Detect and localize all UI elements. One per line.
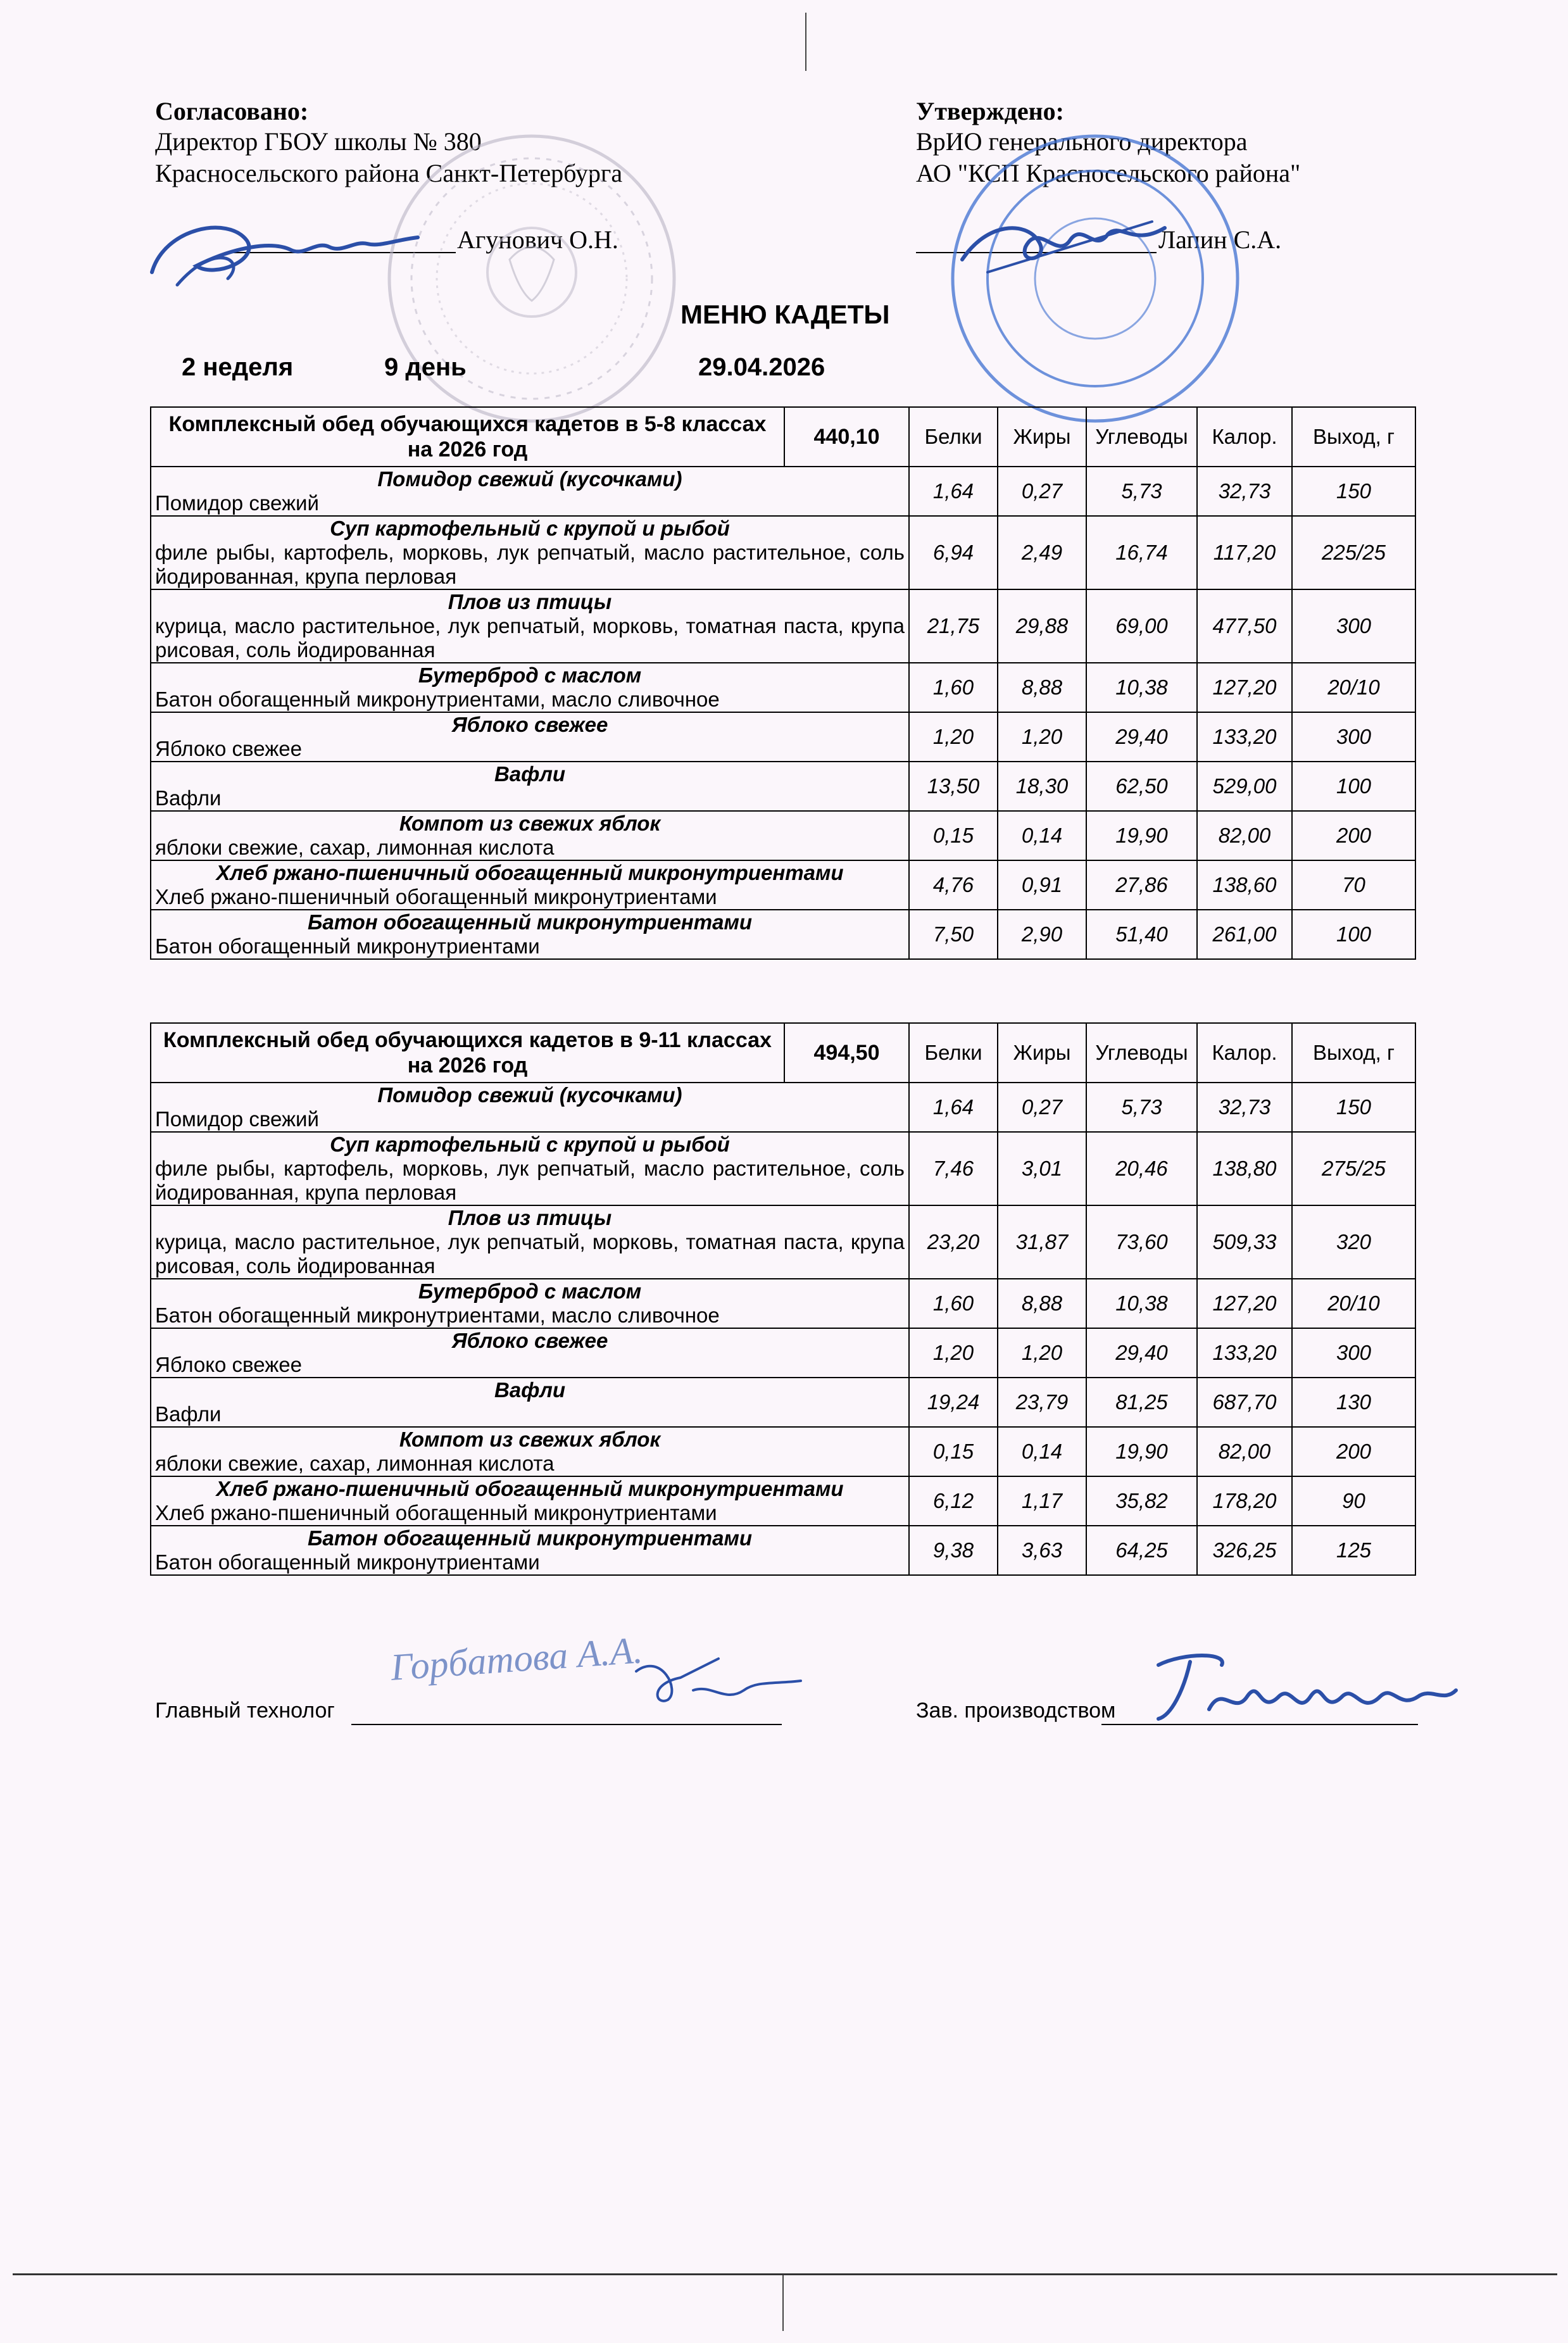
- table-row: [151, 712, 1415, 762]
- cell-carbs: 19,90: [1086, 1427, 1197, 1476]
- technologist-name-stamp: Горбатова А.А.: [389, 1629, 644, 1688]
- col-calories: Калор.: [1197, 1023, 1292, 1083]
- col-yield: Выход, г: [1292, 407, 1415, 467]
- production-manager-label: Зав. производством: [916, 1699, 1116, 1723]
- cell-carbs: 81,25: [1086, 1378, 1197, 1427]
- cell-proteins: 1,64: [909, 1083, 998, 1132]
- col-fats: Жиры: [998, 1023, 1086, 1083]
- dish-name: Помидор свежий (кусочками): [377, 1083, 682, 1107]
- cell-carbs: 27,86: [1086, 860, 1197, 910]
- dish-cell: [151, 1279, 909, 1328]
- cell-carbs: 10,38: [1086, 663, 1197, 712]
- dish-name: Суп картофельный с крупой и рыбой: [330, 1133, 730, 1156]
- cell-fats: 23,79: [998, 1378, 1086, 1427]
- dish-ingredients: яблоки свежие, сахар, лимонная кислота: [155, 836, 555, 859]
- cell-calories: 127,20: [1197, 1279, 1292, 1328]
- col-proteins: Белки: [909, 1023, 998, 1083]
- cell-carbs: 16,74: [1086, 516, 1197, 589]
- cell-proteins: 4,76: [909, 860, 998, 910]
- dish-ingredients: Вафли: [155, 1402, 222, 1426]
- cell-yield: 300: [1292, 589, 1415, 663]
- table-price: 494,50: [784, 1023, 909, 1083]
- cell-carbs: 64,25: [1086, 1526, 1197, 1575]
- table-row: [151, 1083, 1415, 1132]
- dish-cell: [151, 589, 909, 663]
- cell-carbs: 73,60: [1086, 1205, 1197, 1279]
- dish-ingredients: Батон обогащенный микронутриентами: [155, 934, 540, 958]
- dish-ingredients: Яблоко свежее: [155, 737, 302, 760]
- cell-proteins: 1,60: [909, 1279, 998, 1328]
- cell-carbs: 69,00: [1086, 589, 1197, 663]
- cell-fats: 29,88: [998, 589, 1086, 663]
- dish-cell: [151, 1526, 909, 1575]
- scan-mark-top: [805, 13, 806, 71]
- cell-carbs: 20,46: [1086, 1132, 1197, 1205]
- director-signature: [139, 203, 430, 298]
- cell-proteins: 13,50: [909, 762, 998, 811]
- cell-carbs: 51,40: [1086, 910, 1197, 959]
- table-row: [151, 1205, 1415, 1279]
- cell-yield: 100: [1292, 762, 1415, 811]
- cell-proteins: 0,15: [909, 811, 998, 860]
- table-row: [151, 1427, 1415, 1476]
- dish-ingredients: Батон обогащенный микронутриентами: [155, 1550, 540, 1574]
- cell-calories: 326,25: [1197, 1526, 1292, 1575]
- cell-carbs: 62,50: [1086, 762, 1197, 811]
- cell-yield: 150: [1292, 1083, 1415, 1132]
- dish-name: Батон обогащенный микронутриентами: [307, 910, 753, 934]
- table-row: [151, 1476, 1415, 1526]
- dish-ingredients: Помидор свежий: [155, 1107, 319, 1131]
- dish-name: Бутерброд с маслом: [418, 663, 642, 687]
- dish-cell: [151, 712, 909, 762]
- cell-proteins: 0,15: [909, 1427, 998, 1476]
- cell-fats: 31,87: [998, 1205, 1086, 1279]
- dish-ingredients: Хлеб ржано-пшеничный обогащенный микронутриентами: [155, 885, 717, 908]
- technologist-signature: [624, 1646, 813, 1716]
- table-row: [151, 516, 1415, 589]
- cell-fats: 1,20: [998, 1328, 1086, 1378]
- col-carbs: Углеводы: [1086, 1023, 1197, 1083]
- dish-ingredients: Хлеб ржано-пшеничный обогащенный микронутриентами: [155, 1501, 717, 1524]
- table-row: [151, 1279, 1415, 1328]
- dish-ingredients: Яблоко свежее: [155, 1353, 302, 1376]
- dish-ingredients: Батон обогащенный микронутриентами, масло сливочное: [155, 688, 720, 711]
- table-title: Комплексный обед обучающихся кадетов в 9-11 классах на 2026 год: [151, 1023, 784, 1083]
- table-price: 440,10: [784, 407, 909, 467]
- col-carbs: Углеводы: [1086, 407, 1197, 467]
- cell-yield: 225/25: [1292, 516, 1415, 589]
- cell-calories: 127,20: [1197, 663, 1292, 712]
- dish-ingredients: Помидор свежий: [155, 491, 319, 515]
- approval-right-line2: АО "КСП Красносельского района": [916, 159, 1301, 187]
- cell-proteins: 7,50: [909, 910, 998, 959]
- table-row: [151, 860, 1415, 910]
- dish-name: Яблоко свежее: [451, 1329, 608, 1352]
- dish-ingredients: филе рыбы, картофель, морковь, лук репчатый, масло растительное, соль йодированная, крупа перловая: [155, 541, 905, 588]
- cell-proteins: 6,12: [909, 1476, 998, 1526]
- cell-fats: 3,01: [998, 1132, 1086, 1205]
- table-row: [151, 1526, 1415, 1575]
- cell-calories: 687,70: [1197, 1378, 1292, 1427]
- approval-right-line1: ВрИО генерального директора: [916, 127, 1248, 156]
- dish-cell: [151, 762, 909, 811]
- cell-calories: 32,73: [1197, 1083, 1292, 1132]
- cell-yield: 20/10: [1292, 1279, 1415, 1328]
- cell-proteins: 1,20: [909, 712, 998, 762]
- cell-yield: 100: [1292, 910, 1415, 959]
- cell-proteins: 6,94: [909, 516, 998, 589]
- cell-fats: 3,63: [998, 1526, 1086, 1575]
- table-row: [151, 762, 1415, 811]
- cell-yield: 300: [1292, 712, 1415, 762]
- approval-left-line2: Красносельского района Санкт-Петербурга: [155, 159, 623, 187]
- scan-border-bottom: [13, 2273, 1557, 2275]
- cell-yield: 20/10: [1292, 663, 1415, 712]
- approval-left-line1: Директор ГБОУ школы № 380: [155, 127, 482, 156]
- cell-calories: 178,20: [1197, 1476, 1292, 1526]
- col-proteins: Белки: [909, 407, 998, 467]
- cell-proteins: 19,24: [909, 1378, 998, 1427]
- cell-yield: 200: [1292, 1427, 1415, 1476]
- scan-mark-bottom: [782, 2274, 784, 2331]
- dish-cell: [151, 1083, 909, 1132]
- cell-carbs: 29,40: [1086, 1328, 1197, 1378]
- menu-table-grades-9-11: [150, 1022, 1416, 1576]
- dish-cell: [151, 1205, 909, 1279]
- dish-name: Хлеб ржано-пшеничный обогащенный микронутриентами: [216, 1477, 844, 1500]
- cell-proteins: 9,38: [909, 1526, 998, 1575]
- cell-calories: 117,20: [1197, 516, 1292, 589]
- dish-name: Плов из птицы: [448, 1206, 612, 1229]
- day-label: 9 день: [384, 353, 467, 381]
- cell-proteins: 23,20: [909, 1205, 998, 1279]
- cell-calories: 138,60: [1197, 860, 1292, 910]
- table-header-row: [151, 407, 1415, 467]
- dish-name: Компот из свежих яблок: [399, 1428, 661, 1451]
- approval-left-title: Согласовано:: [155, 97, 309, 125]
- dish-name: Вафли: [494, 1378, 566, 1402]
- cell-fats: 8,88: [998, 1279, 1086, 1328]
- cell-fats: 1,20: [998, 712, 1086, 762]
- cell-proteins: 21,75: [909, 589, 998, 663]
- dish-name: Суп картофельный с крупой и рыбой: [330, 517, 730, 540]
- table-row: [151, 1328, 1415, 1378]
- cell-proteins: 1,20: [909, 1328, 998, 1378]
- dish-cell: [151, 663, 909, 712]
- date-label: 29.04.2026: [698, 353, 825, 381]
- cell-fats: 0,27: [998, 467, 1086, 516]
- table-row: [151, 910, 1415, 959]
- approval-left-signer: Агунович О.Н.: [457, 225, 618, 254]
- dish-name: Помидор свежий (кусочками): [377, 467, 682, 491]
- table-row: [151, 663, 1415, 712]
- cell-fats: 1,17: [998, 1476, 1086, 1526]
- chief-technologist-sign-line: [351, 1724, 782, 1725]
- cell-calories: 529,00: [1197, 762, 1292, 811]
- cell-yield: 320: [1292, 1205, 1415, 1279]
- menu-title: МЕНЮ КАДЕТЫ: [681, 299, 890, 329]
- dish-cell: [151, 1328, 909, 1378]
- approval-right-title: Утверждено:: [916, 97, 1064, 125]
- week-label: 2 неделя: [182, 353, 294, 381]
- dish-ingredients: курица, масло растительное, лук репчатый, морковь, томатная паста, крупа рисовая, соль йодированная: [155, 1230, 905, 1278]
- cell-yield: 150: [1292, 467, 1415, 516]
- dish-name: Вафли: [494, 762, 566, 786]
- cell-fats: 8,88: [998, 663, 1086, 712]
- cell-fats: 2,49: [998, 516, 1086, 589]
- cell-calories: 138,80: [1197, 1132, 1292, 1205]
- cell-fats: 0,27: [998, 1083, 1086, 1132]
- cell-yield: 90: [1292, 1476, 1415, 1526]
- cell-proteins: 1,60: [909, 663, 998, 712]
- table-row: [151, 1132, 1415, 1205]
- cell-calories: 477,50: [1197, 589, 1292, 663]
- cell-proteins: 1,64: [909, 467, 998, 516]
- dish-name: Плов из птицы: [448, 590, 612, 613]
- cell-calories: 133,20: [1197, 1328, 1292, 1378]
- cell-fats: 0,91: [998, 860, 1086, 910]
- table-row: [151, 467, 1415, 516]
- dish-cell: [151, 860, 909, 910]
- dish-name: Батон обогащенный микронутриентами: [307, 1526, 753, 1550]
- dish-cell: [151, 516, 909, 589]
- cell-carbs: 19,90: [1086, 811, 1197, 860]
- cell-calories: 133,20: [1197, 712, 1292, 762]
- chief-technologist-label: Главный технолог: [155, 1699, 335, 1723]
- dish-ingredients: яблоки свежие, сахар, лимонная кислота: [155, 1452, 555, 1475]
- col-fats: Жиры: [998, 407, 1086, 467]
- cell-fats: 18,30: [998, 762, 1086, 811]
- table-row: [151, 1378, 1415, 1427]
- cell-calories: 82,00: [1197, 811, 1292, 860]
- dish-ingredients: Батон обогащенный микронутриентами, масло сливочное: [155, 1303, 720, 1327]
- cell-calories: 82,00: [1197, 1427, 1292, 1476]
- dish-name: Бутерброд с маслом: [418, 1279, 642, 1303]
- cell-calories: 261,00: [1197, 910, 1292, 959]
- dish-cell: [151, 811, 909, 860]
- cell-calories: 509,33: [1197, 1205, 1292, 1279]
- dish-cell: [151, 467, 909, 516]
- dish-cell: [151, 1427, 909, 1476]
- cell-yield: 125: [1292, 1526, 1415, 1575]
- dish-cell: [151, 1132, 909, 1205]
- cell-carbs: 29,40: [1086, 712, 1197, 762]
- cell-proteins: 7,46: [909, 1132, 998, 1205]
- dish-ingredients: Вафли: [155, 786, 222, 810]
- cell-carbs: 10,38: [1086, 1279, 1197, 1328]
- approval-right-signer: Лапин С.А.: [1158, 225, 1282, 254]
- table-row: [151, 811, 1415, 860]
- cell-yield: 275/25: [1292, 1132, 1415, 1205]
- cell-carbs: 5,73: [1086, 467, 1197, 516]
- table-row: [151, 589, 1415, 663]
- dish-name: Яблоко свежее: [451, 713, 608, 736]
- table-header-row: [151, 1023, 1415, 1083]
- dish-ingredients: филе рыбы, картофель, морковь, лук репчатый, масло растительное, соль йодированная, крупа перловая: [155, 1157, 905, 1204]
- cell-fats: 2,90: [998, 910, 1086, 959]
- dish-cell: [151, 910, 909, 959]
- cell-yield: 300: [1292, 1328, 1415, 1378]
- cell-fats: 0,14: [998, 1427, 1086, 1476]
- dish-name: Компот из свежих яблок: [399, 812, 661, 835]
- dish-name: Хлеб ржано-пшеничный обогащенный микронутриентами: [216, 861, 844, 884]
- col-yield: Выход, г: [1292, 1023, 1415, 1083]
- cell-calories: 32,73: [1197, 467, 1292, 516]
- table-title: Комплексный обед обучающихся кадетов в 5-8 классах на 2026 год: [151, 407, 784, 467]
- cell-yield: 70: [1292, 860, 1415, 910]
- cell-yield: 200: [1292, 811, 1415, 860]
- production-manager-signature: [1133, 1646, 1469, 1728]
- dish-ingredients: курица, масло растительное, лук репчатый, морковь, томатная паста, крупа рисовая, соль йодированная: [155, 614, 905, 662]
- col-calories: Калор.: [1197, 407, 1292, 467]
- cell-yield: 130: [1292, 1378, 1415, 1427]
- menu-table-grades-5-8: [150, 406, 1416, 960]
- dish-cell: [151, 1476, 909, 1526]
- cell-carbs: 5,73: [1086, 1083, 1197, 1132]
- cell-fats: 0,14: [998, 811, 1086, 860]
- dish-cell: [151, 1378, 909, 1427]
- director-general-signature: [950, 196, 1177, 285]
- cell-carbs: 35,82: [1086, 1476, 1197, 1526]
